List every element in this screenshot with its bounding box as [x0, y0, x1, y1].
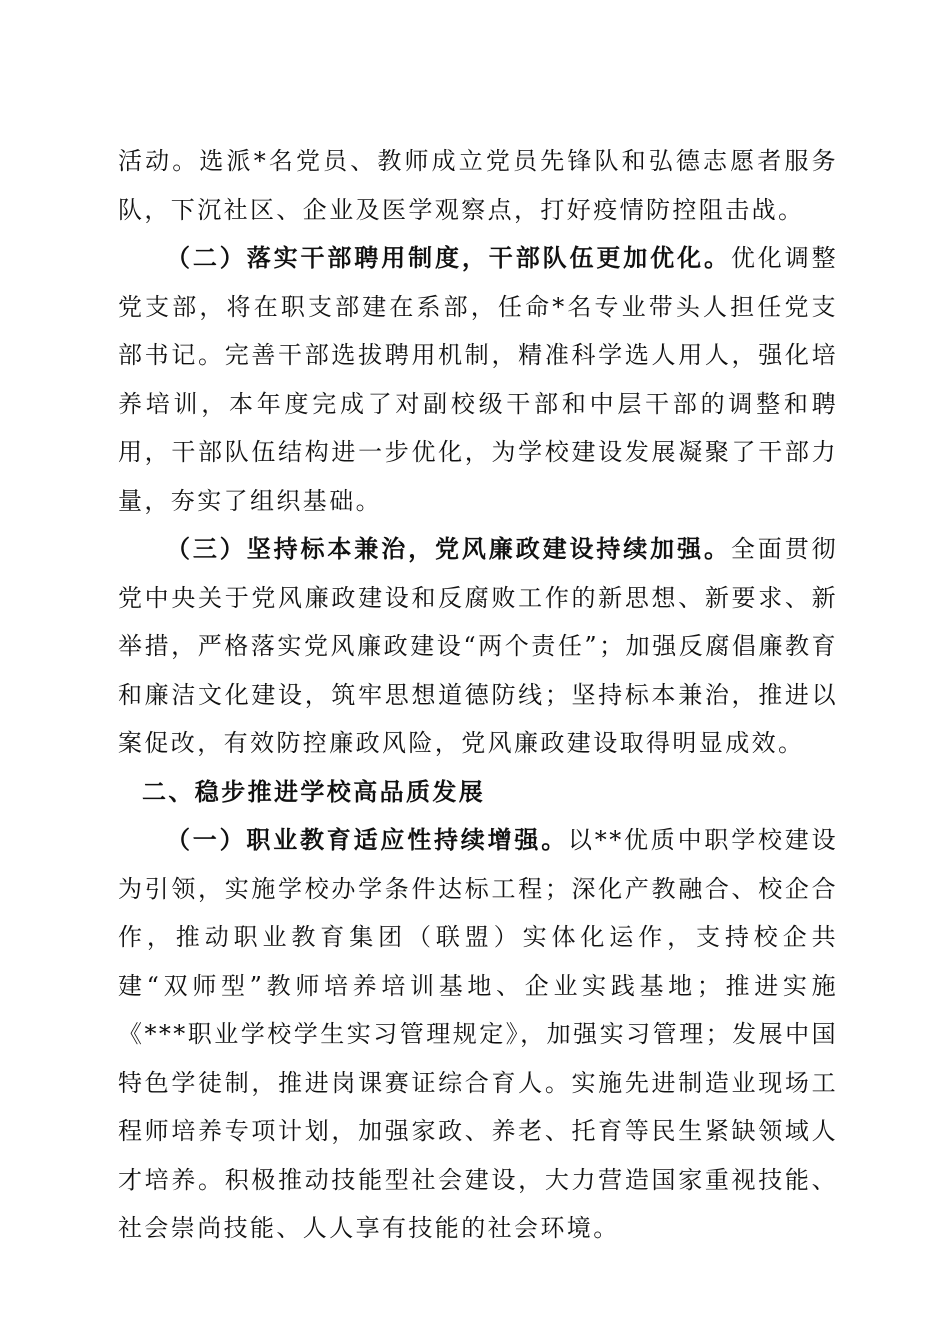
paragraph-text: 以**优质中职学校建设为引领，实施学校办学条件达标工程；深化产教融合、校企合作，推动职业教育集团（联盟）实体化运作，支持校企共建“双师型”教师培养培训基地、企业实践基地；推进实施《***职业学校学生实习管理规定》，加强实习管理；发展中国特色学徒制，推进岗课赛证综合育人。实施先进制造业现场工程师培养专项计划，加强家政、养老、托育等民生紧缺领域人才培养。积极推动技能型社会建设，大力营造国家重视技能、社会崇尚技能、人人享有技能的社会环境。 — [118, 826, 838, 1242]
section-heading: 二、稳步推进学校高品质发展 — [142, 777, 486, 806]
paragraph-lead: （二）落实干部聘用制度，干部队伍更加优化。 — [166, 244, 731, 272]
paragraph-cadre-appointment — [118, 234, 838, 525]
paragraph-text: 活动。选派*名党员、教师成立党员先锋队和弘德志愿者服务队，下沉社区、企业及医学观察点，打好疫情防控阻击战。 — [118, 147, 838, 224]
paragraph-text: 优化调整党支部，将在职支部建在系部，任命*名专业带头人担任党支部书记。完善干部选拔聘用机制，精准科学选人用人，强化培养培训，本年度完成了对副校级干部和中层干部的调整和聘用，干部队伍结构进一步优化，为学校建设发展凝聚了干部力量，夯实了组织基础。 — [118, 244, 838, 515]
paragraph-vocational-education — [118, 816, 838, 1253]
paragraph-integrity-building — [118, 525, 838, 768]
document-body — [118, 137, 838, 1253]
paragraph-text: 全面贯彻党中央关于党风廉政建设和反腐败工作的新思想、新要求、新举措，严格落实党风廉政建设“两个责任”；加强反腐倡廉教育和廉洁文化建设，筑牢思想道德防线；坚持标本兼治，推进以案促改，有效防控廉政风险，党风廉政建设取得明显成效。 — [118, 535, 838, 757]
paragraph-continuation — [118, 137, 838, 234]
paragraph-lead: （一）职业教育适应性持续增强。 — [166, 826, 568, 854]
paragraph-lead: （三）坚持标本兼治，党风廉政建设持续加强。 — [166, 535, 731, 563]
